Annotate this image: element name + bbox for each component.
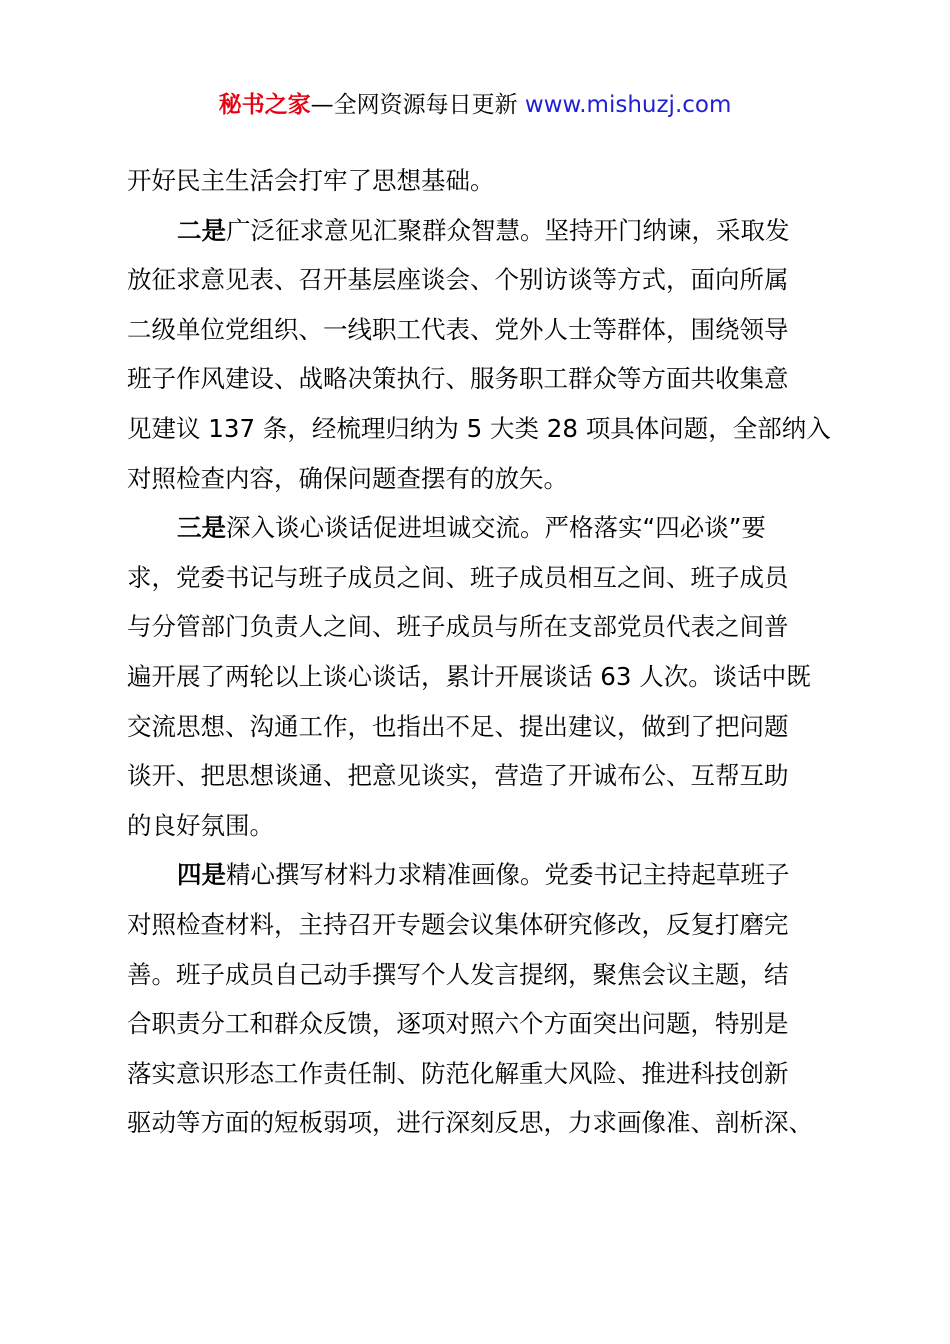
paragraph-2-first-line: [127, 206, 839, 256]
text-line: 对照检查材料，主持召开专题会议集体研究修改，反复打磨完: [127, 909, 789, 939]
text-line: 谈开、把思想谈通、把意见谈实，营造了开诚布公、互帮互助: [127, 761, 789, 791]
brand-name: 秘书之家: [218, 92, 311, 118]
paragraph-lead-label: 二是: [177, 215, 226, 245]
site-url-link[interactable]: www.mishuzj.com: [524, 92, 732, 118]
text-line: 合职责分工和群众反馈，逐项对照六个方面突出问题，特别是: [127, 1009, 789, 1039]
paragraph-first-line-text: 广泛征求意见汇聚群众智慧。坚持开门纳谏，采取发: [226, 215, 790, 245]
paragraph-3-first-line: [127, 503, 839, 553]
text-line: 二级单位党组织、一线职工代表、党外人士等群体，围绕领导: [127, 314, 789, 344]
text-line: 班子作风建设、战略决策执行、服务职工群众等方面共收集意: [127, 364, 789, 394]
text-line: 交流思想、沟通工作，也指出不足、提出建议，做到了把问题: [127, 711, 789, 741]
text-line: 求，党委书记与班子成员之间、班子成员相互之间、班子成员: [127, 562, 789, 592]
text-line: 遍开展了两轮以上谈心谈话，累计开展谈话 63 人次。谈话中既: [127, 661, 811, 691]
text-line: 驱动等方面的短板弱项，进行深刻反思，力求画像准、剖析深、: [127, 1108, 813, 1138]
text-line: 与分管部门负责人之间、班子成员与所在支部党员代表之间普: [127, 612, 789, 642]
paragraph-first-line-text: 精心撰写材料力求精准画像。党委书记主持起草班子: [226, 860, 790, 890]
text-line: 放征求意见表、召开基层座谈会、个别访谈等方式，面向所属: [127, 265, 789, 295]
header-tagline: —全网资源每日更新: [310, 92, 518, 118]
text-line: 对照检查内容，确保问题查摆有的放矢。: [127, 463, 568, 493]
text-line: 落实意识形态工作责任制、防范化解重大风险、推进科技创新: [127, 1058, 789, 1088]
document-body: [127, 156, 839, 1148]
text-line: 的良好氛围。: [127, 810, 274, 840]
page-header: [0, 88, 950, 122]
text-line: 见建议 137 条，经梳理归纳为 5 大类 28 项具体问题，全部纳入: [127, 413, 831, 443]
paragraph-4-first-line: [127, 850, 839, 900]
text-line: 开好民主生活会打牢了思想基础。: [127, 166, 495, 195]
text-line: 善。班子成员自己动手撰写个人发言提纲，聚焦会议主题，结: [127, 959, 789, 989]
paragraph-first-line-text: 深入谈心谈话促进坦诚交流。严格落实“四必谈”要: [226, 513, 766, 543]
paragraph-lead-label: 三是: [177, 513, 226, 543]
paragraph-lead-label: 四是: [177, 860, 226, 890]
